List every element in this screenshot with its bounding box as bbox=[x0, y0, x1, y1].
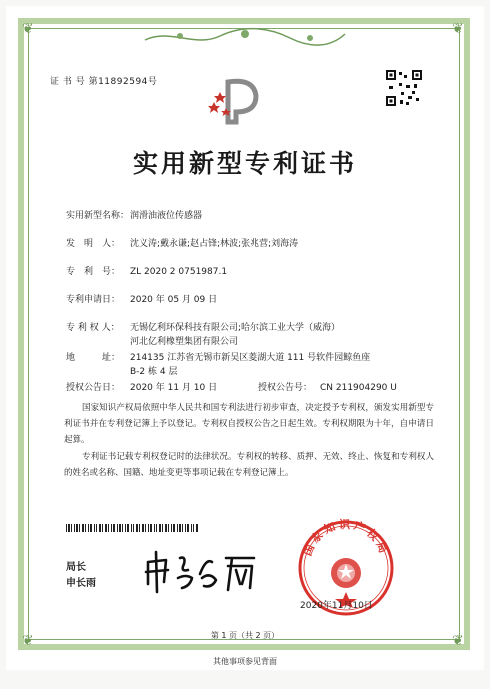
field-label: 专 利 号： bbox=[66, 267, 121, 277]
field-value: 214135 江苏省无锡市新吴区菱湖大道 111 号软件园鲸鱼座 bbox=[130, 353, 371, 363]
utility-model-name-row bbox=[66, 208, 202, 221]
field-label: 发 明 人： bbox=[66, 239, 121, 249]
field-value: CN 211904290 U bbox=[320, 383, 397, 393]
seal-text: 国家知识产权局 bbox=[300, 518, 392, 558]
field-value: 沈义涛;戴永谦;赵占锋;林波;张兆营;刘海涛 bbox=[130, 239, 299, 249]
footer-note: 其他事项参见背面 bbox=[213, 657, 277, 666]
field-value: 2020 年 11 月 10 日 bbox=[130, 383, 218, 393]
director-title: 局长 bbox=[66, 562, 86, 573]
director-name: 申长雨 bbox=[66, 578, 96, 589]
patent-number-row bbox=[66, 264, 227, 277]
grant-date-row bbox=[66, 380, 217, 393]
corner-ornament-icon: ❦ bbox=[452, 633, 464, 649]
barcode-icon bbox=[66, 524, 198, 532]
inventor-row bbox=[66, 236, 298, 249]
field-value: 润滑油液位传感器 bbox=[130, 211, 203, 221]
handwritten-signature-icon bbox=[140, 548, 260, 594]
field-label: 授权公告日： bbox=[66, 383, 121, 393]
field-value: B-2 栋 4 层 bbox=[130, 367, 178, 377]
field-label: 实用新型名称： bbox=[66, 211, 130, 221]
field-label: 地 址： bbox=[66, 353, 121, 363]
svg-text:国家知识产权局 bbox=[300, 518, 391, 558]
field-value: 河北亿利橡塑集团有限公司 bbox=[130, 337, 239, 347]
address-row-continued bbox=[130, 364, 177, 377]
corner-ornament-icon: ❦ bbox=[452, 21, 464, 37]
grant-number-row bbox=[258, 380, 397, 393]
field-label: 专利申请日： bbox=[66, 295, 121, 305]
seal-date: 2020年11月10日 bbox=[300, 601, 373, 611]
qr-code-icon bbox=[386, 70, 422, 106]
patentee-row-continued bbox=[130, 334, 238, 347]
field-value: 2020 年 05 月 09 日 bbox=[130, 295, 218, 305]
page-number: 第 1 页（共 2 页） bbox=[210, 631, 280, 640]
top-vine-ornament-icon bbox=[140, 26, 350, 48]
corner-ornament-icon: ❦ bbox=[22, 21, 34, 37]
certificate-number: 证 书 号 第11892594号 bbox=[50, 77, 158, 87]
filing-date-row bbox=[66, 292, 217, 305]
patentee-row bbox=[66, 320, 340, 333]
cnipa-logo-icon bbox=[206, 68, 268, 130]
corner-ornament-icon: ❦ bbox=[22, 633, 34, 649]
grant-statement-paragraph: 国家知识产权局依照中华人民共和国专利法进行初步审查，决定授予专利权，颁发实用新型专利证书并在专利登记簿上予以登记。专利权自授权公告之日起生效。专利权期限为十年，自申请日起算。 bbox=[64, 403, 434, 445]
field-value: 无锡亿利环保科技有限公司;哈尔滨工业大学（威海） bbox=[130, 323, 341, 333]
field-value: ZL 2020 2 0751987.1 bbox=[130, 267, 228, 277]
field-label: 专 利 权 人： bbox=[66, 323, 120, 333]
address-row bbox=[66, 350, 370, 363]
legal-status-paragraph: 专利证书记载专利权登记时的法律状况。专利权的转移、质押、无效、终止、恢复和专利权人的姓名或名称、国籍、地址变更等事项记载在专利登记簿上。 bbox=[64, 452, 434, 478]
certificate-title: 实用新型专利证书 bbox=[132, 149, 357, 178]
field-label: 授权公告号： bbox=[258, 383, 313, 393]
